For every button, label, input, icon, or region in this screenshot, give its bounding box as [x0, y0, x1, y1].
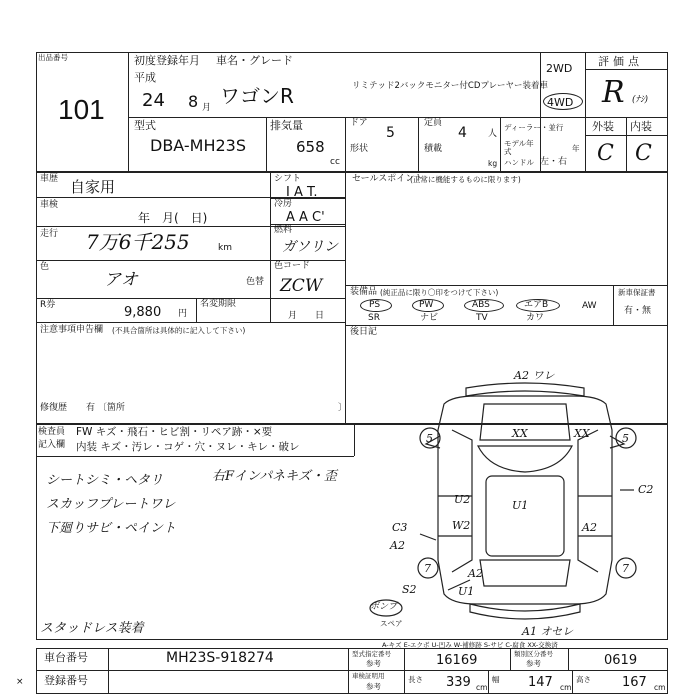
width-unit: cm: [560, 683, 572, 692]
dmg-xx-left: XX: [512, 427, 528, 440]
inspector-label-2: 記入欄: [38, 440, 66, 450]
equip-top-2: ABS: [472, 300, 490, 310]
capacity-value: 4: [458, 125, 467, 141]
recycle-value: 9,880: [124, 305, 162, 320]
lot-number: 101: [58, 94, 105, 125]
repair-label: 修復歴: [40, 403, 68, 413]
yen-unit: 円: [178, 309, 188, 319]
note-2: 右Fインパネキズ・歪: [212, 469, 337, 484]
dmg-u1-center: U1: [512, 499, 529, 512]
category-value: 0619: [604, 653, 638, 668]
height-label: 高さ: [576, 675, 591, 684]
cert-ref: 参考: [366, 682, 381, 691]
equipment-label: 装備品: [350, 287, 378, 297]
note-1: シートシミ・ヘタリ: [46, 473, 164, 488]
dealer-label: ディーラー・並行: [504, 123, 564, 132]
month-unit: 月: [202, 103, 212, 113]
inspector-row-1: FW キズ・飛石・ヒビ割・リペア跡・×要: [76, 426, 273, 438]
dmg-a2-left: A2: [390, 539, 405, 552]
exterior-grade: C: [597, 141, 614, 166]
sales-label: セールスポイント: [352, 174, 424, 184]
later-label: 後日記: [350, 327, 378, 337]
grade-text: リミテッド2バックモニター付CDプレーヤー装着車: [352, 81, 549, 91]
warranty-label: 新車保証書: [618, 288, 656, 297]
ac-value: A A C': [286, 210, 325, 225]
history-label: 車歴: [40, 174, 59, 184]
dmg-xx-right: XX: [574, 427, 590, 440]
equip-top-0: PS: [369, 300, 381, 310]
first-reg-label: 初度登録年月: [134, 54, 200, 67]
km-unit: km: [218, 243, 232, 253]
name-change-value: 月 日: [288, 311, 325, 321]
spare-label: スペア: [380, 619, 403, 628]
equip-top-3: エアB: [524, 300, 549, 310]
model-value: DBA-MH23S: [150, 136, 247, 155]
score-note: (ﾅｼ): [632, 95, 649, 105]
type-designation-value: 16169: [436, 653, 478, 668]
equip-top-4: AW: [582, 301, 597, 311]
chassis-value: MH23S-918274: [166, 650, 274, 666]
notes-label: 注意事項申告欄: [40, 325, 104, 335]
name-change-label: 名変期限: [200, 299, 237, 309]
category-ref: 参考: [526, 659, 541, 668]
inspection-label: 車検: [40, 200, 59, 210]
car-name: ワゴンR: [220, 84, 294, 108]
shape-label: 形状: [350, 144, 369, 154]
length-unit: cm: [476, 683, 488, 692]
kg-unit: kg: [488, 159, 498, 168]
displacement-value: 658: [296, 138, 325, 156]
equipment-sub: (純正品に限り〇印をつけて下さい): [380, 288, 499, 297]
length-label: 長さ: [408, 675, 423, 684]
handle-value: 左・右: [540, 157, 568, 167]
interior-label: 内装: [630, 120, 652, 133]
note-4: 下廻りサビ・ペイント: [46, 521, 177, 536]
repair-end: 〕: [338, 403, 348, 413]
recycle-label: R券: [40, 300, 56, 310]
damage-legend: A-キズ E-エクボ U-凹み W-補修跡 S-サビ C-腐食 XX-交換済: [382, 641, 558, 649]
type-designation-ref: 参考: [366, 659, 381, 668]
lot-label: 出品番号: [38, 53, 68, 62]
dmg-u1-rear: U1: [458, 585, 475, 598]
score-value: R: [602, 75, 625, 110]
note-3: スカッフプレートワレ: [46, 497, 176, 512]
history-value: 自家用: [70, 178, 116, 196]
handle-label: ハンドル: [504, 158, 534, 167]
inspection-value: 年 月( 日): [138, 211, 208, 225]
reg-month: 8: [188, 92, 199, 111]
category-label: 類別区分番号: [514, 650, 553, 658]
displacement-label: 排気量: [270, 119, 303, 132]
mileage-label: 走行: [40, 229, 59, 239]
dmg-s2: S2: [402, 583, 417, 596]
color-value: アオ: [104, 270, 138, 290]
exterior-label: 外装: [592, 120, 614, 133]
doors-value: 5: [386, 125, 395, 141]
dmg-w2: W2: [452, 519, 471, 532]
capacity-unit: 人: [488, 129, 498, 139]
width-value: 147: [528, 675, 553, 690]
dmg-a2-rear: A2: [468, 567, 483, 580]
cc-unit: cc: [330, 157, 340, 167]
dmg-a2-right: A2: [582, 521, 597, 534]
model-label: 型式: [134, 119, 156, 132]
era: 平成: [134, 71, 156, 84]
warranty-value: 有・無: [624, 306, 652, 316]
note-5: スタッドレス装着: [40, 621, 144, 636]
dmg-wheel-fl: 5: [426, 432, 433, 445]
equip-bottom-1: ナビ: [420, 313, 439, 323]
dmg-pump: ボンプ: [370, 602, 398, 612]
dmg-u2: U2: [454, 493, 471, 506]
cert-label: 車検証明用: [352, 672, 385, 680]
equip-bottom-2: TV: [476, 313, 488, 323]
doors-label: ドア: [350, 118, 368, 128]
inspector-row-2: 内装 キズ・汚レ・コゲ・穴・ヌレ・キレ・破レ: [76, 441, 300, 453]
notes-sub: (不具合箇所は具体的に記入して下さい): [112, 326, 246, 335]
load-label: 積載: [424, 144, 443, 154]
length-value: 339: [446, 675, 471, 690]
fuel-value: ガソリン: [282, 239, 338, 255]
capacity-label: 定員: [424, 118, 443, 128]
fuel-label: 燃料: [274, 225, 293, 235]
dmg-rear-bumper: A1 オセレ: [522, 625, 574, 638]
corner-mark: ×: [16, 677, 24, 687]
car-name-label: 車名・グレード: [216, 54, 293, 67]
interior-grade: C: [635, 141, 652, 166]
dmg-front-bumper: A2 ワレ: [514, 369, 555, 382]
equip-top-1: PW: [419, 300, 434, 310]
inspector-label-1: 検査員: [38, 427, 66, 437]
dmg-wheel-rr: 7: [622, 562, 629, 575]
type-designation-label: 型式指定番号: [352, 650, 391, 658]
width-label: 幅: [492, 675, 500, 684]
shift-label: シフト: [274, 174, 302, 184]
ac-label: 冷房: [274, 199, 293, 209]
height-unit: cm: [654, 683, 666, 692]
height-value: 167: [622, 675, 647, 690]
dmg-c2: C2: [638, 483, 654, 496]
dmg-wheel-fr: 5: [622, 432, 629, 445]
year-label: 年: [572, 144, 580, 153]
drive-4wd: 4WD: [547, 96, 574, 109]
equip-bottom-0: SR: [368, 313, 380, 323]
model-year-label: モデル年式: [504, 139, 534, 156]
color-swap-label: 色替: [246, 277, 265, 287]
mileage-value: 7万6千255: [86, 230, 190, 254]
color-label: 色: [40, 262, 50, 272]
repair-value: 有 〔箇所: [86, 403, 125, 413]
chassis-label: 車台番号: [44, 651, 88, 664]
dmg-wheel-rl: 7: [424, 562, 431, 575]
equip-bottom-3: カワ: [526, 313, 545, 323]
reg-label: 登録番号: [44, 674, 88, 687]
dmg-c3: C3: [392, 521, 408, 534]
header-frame: [36, 52, 668, 172]
color-code-value: ZCW: [280, 276, 323, 296]
reg-year: 24: [142, 90, 165, 111]
drive-2wd: 2WD: [546, 62, 573, 75]
grade-title: 評価点: [598, 55, 643, 68]
shift-value: I A T.: [286, 185, 318, 200]
sales-sub: (正常に機能するものに限ります): [410, 175, 521, 184]
color-code-label: 色コード: [274, 261, 311, 271]
